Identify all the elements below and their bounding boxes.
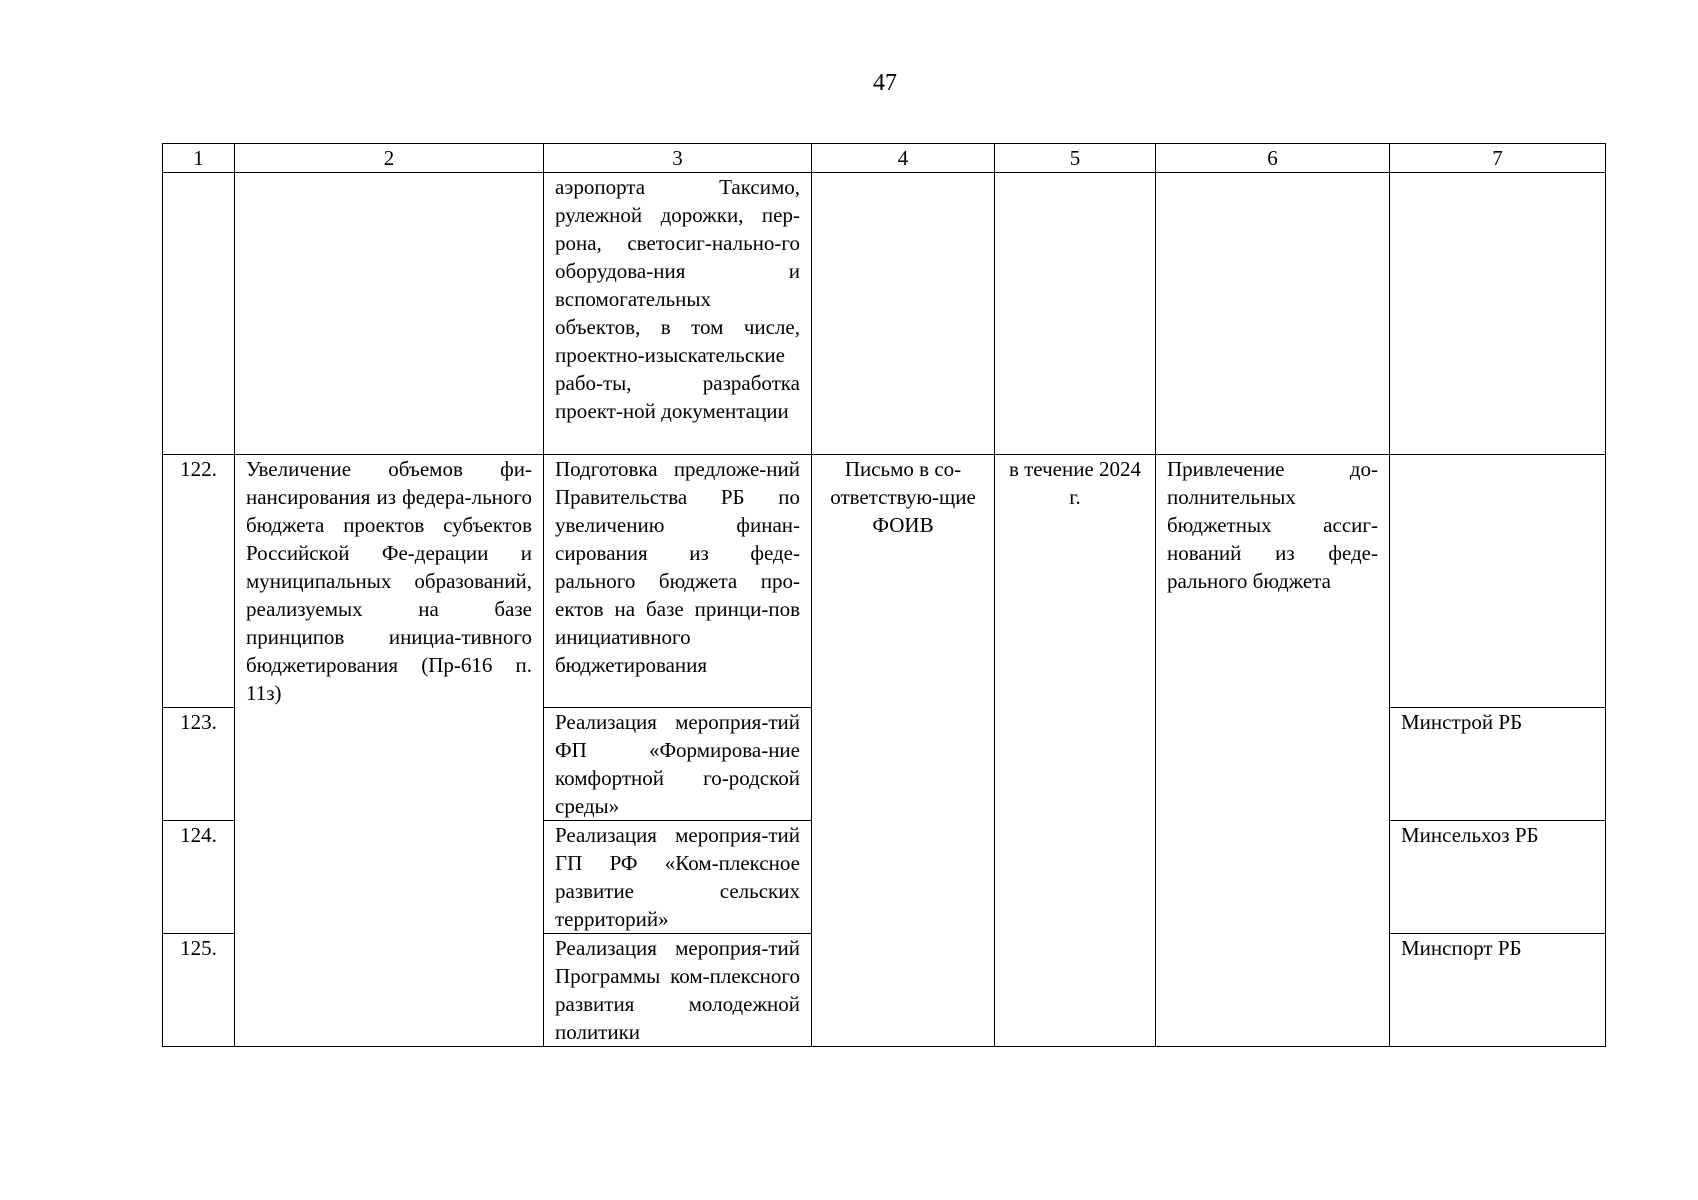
measures-table bbox=[162, 143, 1606, 1047]
cell-empty bbox=[1390, 173, 1606, 455]
header-cell-5: 5 bbox=[995, 144, 1156, 173]
cell-empty bbox=[1156, 173, 1390, 455]
table-row-continuation bbox=[163, 173, 1606, 455]
cell-empty bbox=[995, 173, 1156, 455]
header-cell-1: 1 bbox=[163, 144, 235, 173]
header-cell-2: 2 bbox=[235, 144, 544, 173]
table-header-row bbox=[163, 144, 1606, 173]
row-number: 123. bbox=[163, 708, 235, 821]
cell-empty bbox=[235, 173, 544, 455]
responsible-cell: Минспорт РБ bbox=[1390, 934, 1606, 1047]
responsible-cell: Минстрой РБ bbox=[1390, 708, 1606, 821]
document-type-cell: Письмо в со-ответствую-щие ФОИВ bbox=[812, 455, 995, 1047]
header-cell-4: 4 bbox=[812, 144, 995, 173]
action-cell: Реализация мероприя-тий ФП «Формирова-ние комфортной го-родской среды» bbox=[544, 708, 812, 821]
header-cell-6: 6 bbox=[1156, 144, 1390, 173]
responsible-cell: Минсельхоз РБ bbox=[1390, 821, 1606, 934]
cell-empty bbox=[163, 173, 235, 455]
row-number: 124. bbox=[163, 821, 235, 934]
action-cell: Реализация мероприя-тий Программы ком-плексного развития молодежной политики bbox=[544, 934, 812, 1047]
cell-empty bbox=[812, 173, 995, 455]
expected-result-cell: Привлечение до-полнительных бюджетных ассиг-нований из феде-рального бюджета bbox=[1156, 455, 1390, 1047]
action-cell: Подготовка предложе-ний Правительства РБ по увеличению финан-сирования из феде-рального бюджета про-ектов на базе принци-пов инициативного бюджетирования bbox=[544, 455, 812, 708]
header-cell-3: 3 bbox=[544, 144, 812, 173]
header-cell-7: 7 bbox=[1390, 144, 1606, 173]
table-row bbox=[163, 455, 1606, 708]
continuation-action-cell: аэропорта Таксимо, рулежной дорожки, пер-рона, светосиг-нально-го оборудова-ния и вспомогательных объектов, в том числе, проектно-изыскательские рабо-ты, разработка проект-ной документации bbox=[544, 173, 812, 455]
row-number: 125. bbox=[163, 934, 235, 1047]
responsible-cell bbox=[1390, 455, 1606, 708]
row-number: 122. bbox=[163, 455, 235, 708]
action-cell: Реализация мероприя-тий ГП РФ «Ком-плексное развитие сельских территорий» bbox=[544, 821, 812, 934]
measure-cell: Увеличение объемов фи-нансирования из федера-льного бюджета проектов субъектов Российской Фе-дерации и муниципальных образований, реализуемых на базе принципов инициа-тивного бюджетирования (Пр-616 п. 11з) bbox=[235, 455, 544, 1047]
page-number: 47 bbox=[873, 70, 897, 96]
deadline-cell: в течение 2024 г. bbox=[995, 455, 1156, 1047]
